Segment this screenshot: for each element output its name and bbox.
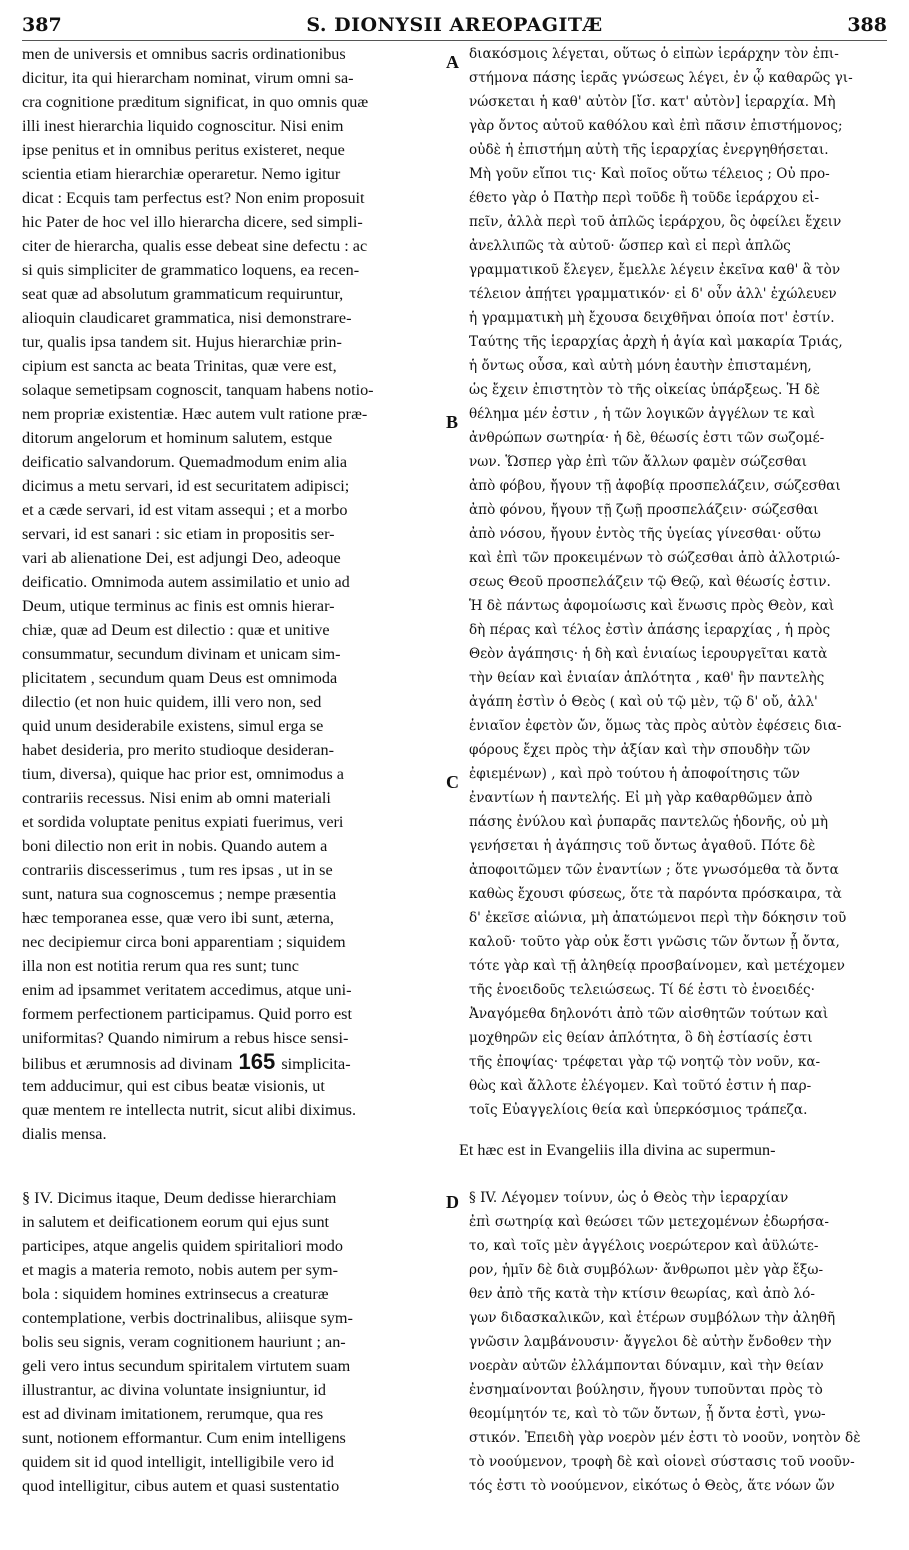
latin-text-line: dicat : Ecquis tam perfectus est? Non enim proposuit: [22, 189, 365, 207]
latin-text-line: ditorum angelorum et hominum salutem, estque: [22, 429, 333, 447]
greek-text-line: τοῖς Εὐαγγελίοις θεία καὶ ὑπερκόσμιος τράπεζα.: [469, 1102, 808, 1118]
running-header: [22, 14, 887, 41]
latin-text-line: citer de hierarcha, qualis esse debeat sine defectu : ac: [22, 237, 368, 255]
greek-text-line: ἀνελλιπῶς τὰ αὐτοῦ· ὥσπερ καὶ εἰ περὶ ἁπλῶς: [469, 238, 791, 254]
greek-text-line: θέλημα μέν ἐστιν , ἡ τῶν λογικῶν ἀγγέλων τε καὶ: [469, 406, 816, 422]
latin-text-line: vari ab alienatione Dei, est adjungi Deo, adeoque: [22, 549, 341, 567]
latin-text-line: tium, diversa), quique hac prior est, omnimodus a: [22, 765, 344, 783]
greek-text-line: ἀπὸ φόβου, ἤγουν τῇ ἀφοβίᾳ προσπελάζειν, σώζεσθαι: [469, 478, 841, 494]
greek-text-line: ἐνσημαίνονται βούλησιν, ἤγουν τυποῦνται πρὸς τὸ: [469, 1382, 823, 1398]
latin-text-line: deificatio. Omnimoda autem assimilatio et unio ad: [22, 573, 350, 591]
latin-text-line: illustrantur, ac divina voluntate insigniuntur, id: [22, 1381, 326, 1399]
greek-text-line: ἡ ὄντως οὖσα, καὶ αὐτὴ μόνη ἑαυτὴν ἐπισταμένη,: [469, 358, 812, 374]
greek-text-line: ἐφιεμένων) , καὶ πρὸ τούτου ἡ ἀποφοίτησις τῶν: [469, 766, 800, 782]
latin-text-line: illi inest hierarchia liquido cognoscitur. Nisi enim: [22, 117, 344, 135]
latin-text-line: contrariis discesserimus , tum res ipsas , ut in se: [22, 861, 333, 879]
latin-text-line: enim ad ipsammet veritatem accedimus, atque uni-: [22, 981, 352, 999]
greek-text-line: § IV. Λέγομεν τοίνυν, ὡς ὁ Θεὸς τὴν ἱεραρχίαν: [469, 1190, 789, 1206]
latin-text-line: cra cognitione præditum significat, in quo omnis quæ: [22, 93, 369, 111]
latin-text-line: alioquin claudicaret grammatica, nisi demonstrare-: [22, 309, 352, 327]
latin-text-line: dialis mensa.: [22, 1125, 107, 1143]
latin-text-line: chiæ, quæ ad Deum est dilectio : quæ et unitive: [22, 621, 330, 639]
latin-text-line: dicimus a metu servari, id est securitatem adipisci;: [22, 477, 350, 495]
greek-text-line: γνῶσιν λαμβάνουσιν· ἄγγελοι δὲ αὐτὴν ἔνδοθεν τὴν: [469, 1334, 832, 1350]
latin-text-line: illa non est notitia rerum qua res sunt; tunc: [22, 957, 299, 975]
latin-text-line: tem adducimur, qui est cibus beatæ visionis, ut: [22, 1077, 325, 1095]
greek-text-line: θεομίμητόν τε, καὶ τὸ τῶν ὄντων, ᾗ ὄντα ἐστὶ, γνω-: [469, 1406, 826, 1422]
latin-text-line: plicitatem , secundum quam Deus est omnimoda: [22, 669, 338, 687]
latin-text-line: uniformitas? Quando nimirum a rebus hisce sensi-: [22, 1029, 349, 1047]
greek-text-line: ἀνθρώπων σωτηρία· ἡ δὲ, θέωσίς ἐστι τῶν σωζομέ-: [469, 430, 825, 446]
greek-text-line: ἐναντίων ἡ παντελής. Εἰ μὴ γὰρ καθαρθῶμεν ἀπὸ: [469, 790, 813, 806]
greek-text-line: τὸ νοούμενον, τροφὴ δὲ καὶ οἱονεὶ σύστασις τοῦ νοοῦν-: [469, 1454, 855, 1470]
latin-text-line: participes, atque angelis quidem spiritaliori modo: [22, 1237, 343, 1255]
greek-text-line: πεῖν, ἀλλὰ περὶ τοῦ ἁπλῶς ἱεράρχου, ὃς ὀφείλει ἔχειν: [469, 214, 842, 230]
section-marker-b: B: [446, 412, 459, 432]
greek-text-line: έθετο γὰρ ὁ Πατὴρ περὶ τοῦδε ἢ τοῦδε ἱεράρχου εἰ-: [469, 190, 820, 206]
latin-text-line: sunt, natura sua cognoscemus ; nempe præsentia: [22, 885, 337, 903]
latin-text-line: et a cæde servari, id est vitam assequi ; et a morbo: [22, 501, 348, 519]
section-marker-a: A: [446, 52, 459, 72]
latin-text-line: dilectio (et non huic quidem, illi vero non, sed: [22, 693, 322, 711]
greek-text-line: ἀπὸ φόνου, ἤγουν τῇ ζωῇ προσπελάζειν· σώζεσθαι: [469, 502, 819, 518]
latin-text-line: tur, qualis ipsa tandem sit. Hujus hierarchiæ prin-: [22, 333, 342, 351]
latin-text-line: solaque semetipsam cognoscit, tanquam habens notio-: [22, 381, 374, 399]
greek-text-line: Ταύτης τῆς ἱεραρχίας ἀρχὴ ἡ ἁγία καὶ μακαρία Τριάς,: [469, 334, 843, 350]
latin-text-line: nem propriæ existentiæ. Hæc autem vult ratione præ-: [22, 405, 368, 423]
latin-text-line: hæc temporanea esse, quæ vero ibi sunt, æterna,: [22, 909, 334, 927]
latin-text-line: seat quæ ad absolutum grammaticum requiruntur,: [22, 285, 344, 303]
page-number-right: 388: [847, 14, 887, 36]
greek-text-line: σεως Θεοῦ προσπελάζειν τῷ Θεῷ, καὶ θέωσίς ἐστιν.: [469, 574, 831, 590]
latin-text-line: hic Pater de hoc vel illo hierarcha dicere, sed simpli-: [22, 213, 363, 231]
latin-text-line: bola : siquidem homines extrinsecus a creaturæ: [22, 1285, 329, 1303]
greek-text-line: φόρους ἔχει πρὸς τὴν ἀξίαν καὶ τὴν σπουδὴν τῶν: [469, 742, 811, 758]
latin-text-line: est ad divinam imitationem, rerumque, qua res: [22, 1405, 324, 1423]
latin-text-line: formem perfectionem participamus. Quid porro est: [22, 1005, 352, 1023]
greek-text-line: θεν ἀπὸ τῆς κατὰ τὴν κτίσιν θεωρίας, καὶ ἀπὸ λό-: [469, 1286, 815, 1302]
latin-text-line: deificatio salvandorum. Quemadmodum enim alia: [22, 453, 348, 471]
latin-text-line: sunt, notionem efformantur. Cum enim intelligens: [22, 1429, 346, 1447]
latin-text-line: consummatur, secundum divinam et unicam sim-: [22, 645, 341, 663]
greek-text-line: νοερὰν αὐτῶν ἐλλάμπονται δύναμιν, καὶ τὴν θείαν: [469, 1358, 824, 1374]
greek-text-line: το, καὶ τοῖς μὲν ἀγγέλοις νοερώτερον καὶ ἀϋλώτε-: [469, 1238, 819, 1254]
latin-text-line: Deum, utique terminus ac finis est omnis hierar-: [22, 597, 335, 615]
greek-text-line: τῆς ἐποψίας· τρέφεται γὰρ τῷ νοητῷ τὸν νοῦν, κα-: [469, 1054, 821, 1070]
latin-text-line: contrariis recessus. Nisi enim ab omni materiali: [22, 789, 331, 807]
latin-text-line: cipium est sancta ac beata Trinitas, quæ vere est,: [22, 357, 337, 375]
greek-text-line: ἡ γραμματικὴ μὴ ἔχουσα δειχθῆναι ὁποία ποτ' ἐστίν.: [469, 310, 835, 326]
latin-text-line: quæ mentem re intellecta nutrit, sicut alibi diximus.: [22, 1101, 357, 1119]
greek-column-top: [469, 42, 889, 1122]
latin-text-line: habet desideria, pro merito studioque desideran-: [22, 741, 334, 759]
greek-text-line: τὴν θείαν καὶ ἑνιαίαν ἁπλότητα , καθ' ἣν παντελὴς: [469, 670, 825, 686]
latin-text-line: quid unum desiderabile existens, simul erga se: [22, 717, 324, 735]
page-number-left: 387: [22, 14, 62, 36]
latin-text-line: bolis seu signis, veram cognitionem hauriunt ; an-: [22, 1333, 346, 1351]
greek-column-bottom: [469, 1186, 889, 1498]
latin-text-line: § IV. Dicimus itaque, Deum dedisse hierarchiam: [22, 1189, 337, 1207]
latin-text-line: boni dilectio non erit in nobis. Quando autem a: [22, 837, 328, 855]
latin-column-bottom: [22, 1186, 445, 1498]
latin-continuation-line: Et hæc est in Evangeliis illa divina ac supermun-: [459, 1141, 776, 1159]
latin-text-line: bilibus et ærumnosis ad divinam 165 simplicita-: [22, 1050, 351, 1074]
greek-text-line: ἑνιαῖον ἐφετὸν ὤν, ὅμως τὰς πρὸς αὐτὸν ἐφέσεις δια-: [469, 718, 842, 734]
greek-text-line: δὴ πέρας καὶ τέλος ἐστὶν ἁπάσης ἱεραρχίας , ἡ πρὸς: [469, 622, 831, 638]
greek-text-line: τῆς ἑνοειδοῦς τελειώσεως. Τί δέ ἐστι τὸ ἑνοειδές·: [469, 982, 815, 998]
latin-line-tail: simplicita-: [281, 1055, 351, 1073]
greek-text-line: ἀποφοιτῶμεν τῶν ἐναντίων ; ὅτε γνωσόμεθα τὰ ὄντα: [469, 862, 839, 878]
greek-text-line: πάσης ἐνύλου καὶ ῥυπαρᾶς παντελῶς ἡδονῆς, οὐ μὴ: [469, 814, 828, 830]
latin-text-line: et sordida voluptate penitus expiati fuerimus, veri: [22, 813, 344, 831]
greek-text-line: Ἡ δὲ πάντως ἀφομοίωσις καὶ ἕνωσις πρὸς Θεὸν, καὶ: [469, 598, 835, 614]
greek-text-line: καλοῦ· τοῦτο γὰρ οὐκ ἔστι γνῶσις τῶν ὄντων ᾗ ὄντα,: [469, 934, 840, 950]
greek-text-line: καὶ ἐπὶ τῶν προκειμένων τὸ σώζεσθαι ἀπὸ ἀλλοτριώ-: [469, 550, 841, 566]
greek-text-line: ἀγάπη ἐστὶν ὁ Θεὸς ( καὶ οὐ τῷ μὲν, τῷ δ' οὔ, ἀλλ': [469, 694, 818, 710]
latin-text-line: servari, id est sanari : sic etiam in propositis ser-: [22, 525, 335, 543]
greek-text-line: τότε γὰρ καὶ τῇ ἀληθείᾳ προσβαίνομεν, καὶ μετέχομεν: [469, 958, 845, 974]
latin-text-line: quidem sit id quod intelligit, intelligibile vero id: [22, 1453, 335, 1471]
greek-text-line: νώσκεται ἡ καθ' αὐτὸν [ἴσ. κατ' αὐτὸν] ἱεραρχία. Μὴ: [469, 94, 836, 110]
greek-text-line: θὼς καὶ ἄλλοτε ἐλέγομεν. Καὶ τοῦτό ἐστιν ἡ παρ-: [469, 1078, 812, 1094]
latin-text-line: in salutem et deificationem eorum qui ejus sunt: [22, 1213, 330, 1231]
greek-text-line: διακόσμοις λέγεται, οὕτως ὁ εἰπὼν ἱεράρχην τὸν ἐπι-: [469, 46, 839, 62]
latin-text-line: contemplatione, verbis doctrinalibus, aliisque sym-: [22, 1309, 353, 1327]
section-marker-c: C: [446, 772, 459, 792]
latin-text-line: et magis a materia remoto, nobis autem per sym-: [22, 1261, 339, 1279]
latin-text-line: geli vero intus secundum spiritalem virtutem suam: [22, 1357, 351, 1375]
column-number: 165: [232, 1050, 282, 1074]
greek-text-line: γραμματικοῦ ἔλεγεν, ἔμελλε λέγειν ἐκεῖνα καθ' ἃ τὸν: [469, 262, 841, 278]
greek-text-line: γων διδασκαλικῶν, καὶ ἑτέρων συμβόλων τὴν ἀληθῆ: [469, 1310, 836, 1326]
greek-text-line: τέλειον ἀπῄτει γραμματικόν· εἰ δ' οὖν ἀλλ' ἐχώλευεν: [469, 286, 837, 302]
greek-text-line: Μὴ γοῦν εἴποι τις· Καὶ ποῖος οὕτω τέλειος ; Οὐ προ-: [469, 166, 830, 182]
latin-text-line: dicitur, ita qui hierarcham nominat, virum omni sa-: [22, 69, 354, 87]
greek-text-line: ἀπὸ νόσου, ἤγουν ἐντὸς τῆς ὑγείας γίνεσθαι· οὕτω: [469, 526, 821, 542]
latin-text-line: men de universis et omnibus sacris ordinationibus: [22, 45, 346, 63]
section-marker-d: D: [446, 1192, 459, 1212]
running-title: S. DIONYSII AREOPAGITÆ: [306, 14, 603, 36]
greek-text-line: νων. Ὥσπερ γὰρ ἐπὶ τῶν ἄλλων φαμὲν σώζεσθαι: [469, 454, 808, 470]
greek-text-line: γενήσεται ἡ ἀγάπησις τοῦ ὄντως ἀγαθοῦ. Πότε δὲ: [469, 838, 816, 854]
greek-text-line: ἐπὶ σωτηρίᾳ καὶ θεώσει τῶν μετεχομένων ἐδωρήσα-: [469, 1214, 829, 1230]
greek-text-line: στήμονα πάσης ἱερᾶς γνώσεως λέγει, ἐν ᾧ καθαρῶς γι-: [469, 70, 853, 86]
greek-text-line: δ' ἐκεῖσε αἰώνια, μὴ ἀπατώμενοι περὶ τὴν δόκησιν τοῦ: [469, 910, 847, 926]
latin-text-line: quod intelligitur, cibus autem et quasi sustentatio: [22, 1477, 340, 1495]
latin-text-line: si quis simpliciter de grammatico loquens, ea recen-: [22, 261, 360, 279]
greek-text-line: στικόν. Ἐπειδὴ γὰρ νοερὸν μέν ἐστι τὸ νοοῦν, νοητὸν δὲ: [469, 1430, 861, 1446]
greek-text-line: Θεὸν ἀγάπησις· ἡ δὴ καὶ ἑνιαίως ἱερουργεῖται κατὰ: [469, 646, 828, 662]
greek-text-line: καθὼς ἔχουσι φύσεως, ὅτε τὰ παρόντα πρόσκαιρα, τὰ: [469, 886, 842, 902]
latin-column-top: [22, 42, 445, 1146]
latin-text-line: scientia etiam hierarchiæ operaretur. Nemo igitur: [22, 165, 341, 183]
greek-text-line: ὡς ἔχειν ἐπιστητὸν τὸ τῆς οἰκείας ὑπάρξεως. Ἡ δὲ: [469, 382, 820, 398]
greek-text-line: οὐδὲ ἡ ἐπιστήμη αὐτὴ τῆς ἱεραρχίας ἐνεργηθήσεται.: [469, 142, 829, 158]
greek-text-line: γὰρ ὄντος αὐτοῦ καθόλου καὶ ἐπὶ πᾶσιν ἐπιστήμονος;: [469, 118, 843, 134]
greek-text-line: μοχθηρῶν εἰς θείαν ἁπλότητα, ὃ δὴ ἑστίασίς ἐστι: [469, 1030, 813, 1046]
greek-text-line: Ἀναγόμεθα δηλονότι ἀπὸ τῶν αἰσθητῶν τούτων καὶ: [469, 1006, 829, 1022]
greek-text-line: τός ἐστι τὸ νοούμενον, εἰκότως ὁ Θεὸς, ἅτε νόων ὤν: [469, 1478, 835, 1494]
latin-text-line: ipse penitus et in omnibus peritus existeret, neque: [22, 141, 345, 159]
greek-text-line: ρον, ἡμῖν δὲ διὰ συμβόλων· ἄνθρωποι μὲν γὰρ ἔξω-: [469, 1262, 824, 1278]
latin-text-line: nec decipiemur circa boni apparentiam ; siquidem: [22, 933, 346, 951]
